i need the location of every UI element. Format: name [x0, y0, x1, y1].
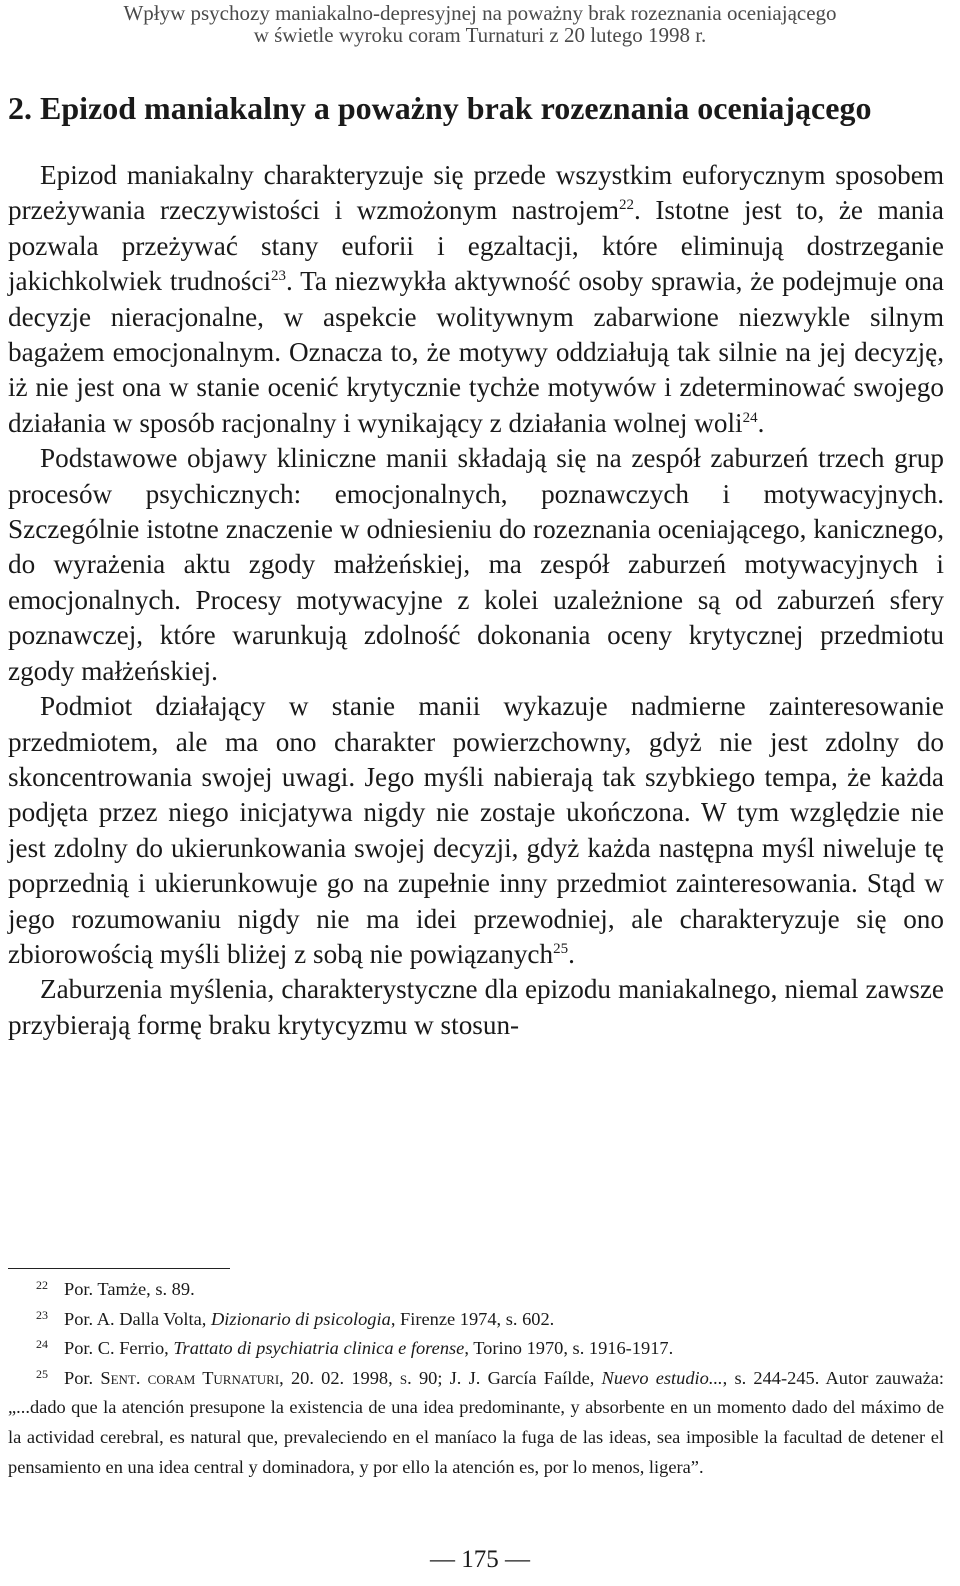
footnote-text: 90; J. J. García Faílde, — [411, 1367, 602, 1388]
running-head — [0, 2, 960, 46]
footnote-text: Por. A. Dalla Volta, — [64, 1308, 211, 1329]
footnote-title: Nuevo estudio... — [601, 1367, 723, 1388]
footnote-title: Trattato di psychiatria clinica e forense — [173, 1338, 465, 1359]
footnote-separator — [8, 1268, 230, 1269]
footnote-title: Dizionario di psicologia — [210, 1308, 391, 1329]
section-heading: 2. Epizod maniakalny a poważny brak rozeznania oceniającego — [8, 90, 872, 126]
footnote-ref-25: 25 — [553, 940, 569, 957]
footnote-22: 22 Por. Tamże, s. 89. — [36, 1278, 195, 1299]
running-head-line-2: w świetle wyroku coram Turnaturi z 20 lutego 1998 r. — [253, 23, 707, 47]
body-text — [8, 158, 944, 1043]
running-head-line-1: Wpływ psychozy maniakalno-depresyjnej na poważny brak rozeznania oceniającego — [123, 1, 837, 25]
footnote-text: Por. — [64, 1367, 101, 1388]
footnote-smallcaps: Sent. coram Turnaturi — [100, 1367, 280, 1388]
paragraph-1-text-c: . Ta niezwykła aktywność osoby sprawia, że podejmuje ona decyzje nieracjonalne, w aspekcie wolitywnym zabarwione niezwykle silnym bagażem emocjonalnym. Oznacza to, że motywy oddziałują tak silnie na jej decyzję, iż nie jest ona w stanie ocenić krytycznie tychże motywów i zdeterminować swojego działania w sposób racjonalny i wynikający z działania wolnej woli — [8, 266, 944, 438]
footnote-25: 25 Por. Sent. coram Turnaturi, 20. 02. 1998, s. 90; J. J. García Faílde, Nuevo estudio..., s. 244-245. Autor zauważa: „...dado que la atención presupone la existencia de una idea predominante, y absorbente en un momento dado del máximo de la actividad cerebral, es natural que, prevaleciendo en el maníaco la fuga de las ideas, sea imposible la facultad de detener el pensamiento en una idea central y dominadora, y por ello la atención es, por lo menos, ligera”. — [8, 1366, 945, 1477]
footnote-ref-24: 24 — [742, 409, 758, 426]
footnote-24: 24 Por. C. Ferrio, Trattato di psychiatria clinica e forense, Torino 1970, s. 1916-1917. — [36, 1337, 674, 1359]
paragraph-3-text-b: . — [568, 938, 575, 969]
footnote-ref-22: 22 — [618, 197, 634, 214]
footnote-ref-23: 23 — [271, 268, 287, 285]
paragraph-1-text-a: Epizod maniakalny charakteryzuje się przede wszystkim euforycznym sposobem przeżywania rzeczywistości i wzmożonym nastrojem — [8, 160, 944, 226]
footnote-text: , 20. 02. 1998, — [279, 1367, 400, 1388]
paragraph-4: Zaburzenia myślenia, charakterystyczne dla epizodu maniakalnego, niemal zawsze przybierają formę braku krytycyzmu w stosun- — [8, 974, 944, 1040]
footnote-text: Por. C. Ferrio, — [64, 1338, 174, 1359]
footnotes — [8, 1275, 944, 1482]
footnote-text: , Torino 1970, s. 1916-1917. — [464, 1338, 674, 1359]
paragraph-1-text-d: . — [757, 407, 765, 438]
footnote-text: Por. Tamże, s. 89. — [64, 1279, 195, 1299]
paragraph-1-text-b: . Istotne jest to, że mania pozwala przeżywać stany euforii i egzaltacji, które eliminują dostrzeganie jakichkolwiek trudności — [8, 195, 944, 297]
footnote-text: , Firenze 1974, s. 602. — [390, 1308, 555, 1329]
paragraph-2: Podstawowe objawy kliniczne manii składają się na zespół zaburzeń trzech grup procesów psychicznych: emocjonalnych, poznawczych i motywacyjnych. Szczególnie istotne znaczenie w odniesieniu do rozeznania oceniającego, kanicznego, do wyrażenia aktu zgody małżeńskiej, ma zespół zaburzeń motywacyjnych i emocjonalnych. Procesy motywacyjne z kolei uzależnione są od zaburzeń sfery poznawczej, które warunkują zdolność dokonania oceny krytycznej przedmiotu zgody małżeńskiej. — [8, 443, 944, 686]
footnote-smallcaps: s. — [399, 1367, 412, 1388]
page-number: — 175 — — [430, 1546, 530, 1573]
paragraph-3 — [8, 689, 944, 972]
paragraph-1 — [8, 158, 944, 441]
footnote-text: , s. 244-245. Autor zauważa: „...dado que la atención presupone la existencia de una idea predominante, y absorbente en un momento dado del máximo de la actividad cerebral, es natural que, prevaleciendo en el maníaco la fuga de las ideas, sea imposible la facultad de detener el pensamiento en una idea central y dominadora, y por ello la atención es, por lo menos, ligera”. — [8, 1367, 945, 1477]
paragraph-3-text-a: Podmiot działający w stanie manii wykazuje nadmierne zainteresowanie przedmiotem, ale ma ono charakter powierzchowny, gdyż nie jest zdolny do skoncentrowania swojej uwagi. Jego myśli nabierają tak szybkiego tempa, że każda podjęta przez niego inicjatywa nigdy nie zostaje ukończona. W tym względzie nie jest zdolny do ukierunkowania swojej decyzji, gdyż każda następna myśl niweluje tę poprzednią i ukierunkowuje go na zupełnie inny przedmiot zainteresowania. Stąd w jego rozumowaniu nigdy nie ma idei przewodniej, ale charakteryzuje się ono zbiorowością myśli bliżej z sobą nie powiązanych — [8, 691, 944, 969]
footnote-23: 23 Por. A. Dalla Volta, Dizionario di psicologia, Firenze 1974, s. 602. — [36, 1307, 555, 1329]
